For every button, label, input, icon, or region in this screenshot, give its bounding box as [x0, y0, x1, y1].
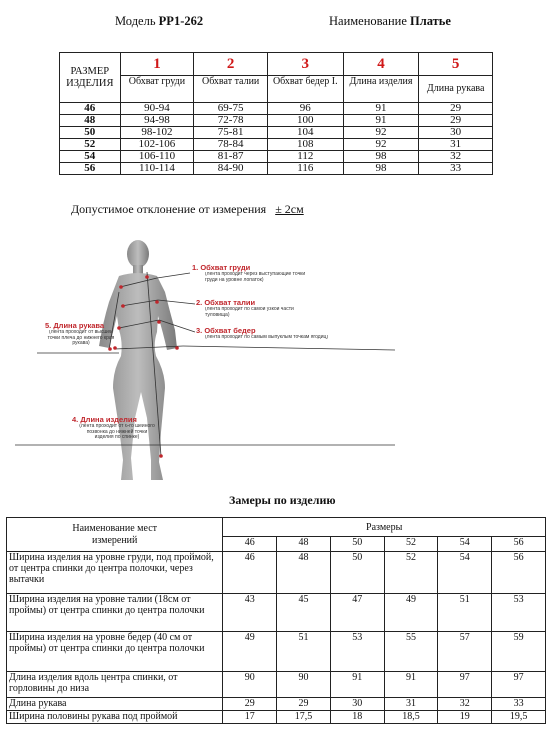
size-cell: 46	[60, 103, 121, 115]
measurement-value: 97	[492, 672, 546, 698]
measurement-cell: 110-114	[120, 163, 194, 175]
column-number: 1	[120, 53, 194, 76]
measurement-value: 46	[223, 552, 277, 594]
size-table-row	[60, 163, 493, 175]
body-measurement-diagram	[15, 232, 395, 487]
name-value: Платье	[410, 14, 451, 28]
size-column-header: 54	[438, 537, 492, 552]
tolerance-text: Допустимое отклонение от измерения	[71, 202, 267, 216]
size-table-row	[60, 127, 493, 139]
size-cell: 50	[60, 127, 121, 139]
measurement-cell: 100	[267, 115, 343, 127]
measurement-value: 18	[330, 711, 384, 724]
measurement-value: 53	[492, 594, 546, 632]
measurement-cell: 29	[419, 115, 493, 127]
measurement-value: 31	[384, 698, 438, 711]
measurement-row	[7, 698, 546, 711]
measurement-value: 57	[438, 632, 492, 672]
column-header: Длина рукава	[419, 76, 493, 103]
measurement-value: 43	[223, 594, 277, 632]
measurement-cell: 91	[343, 115, 419, 127]
measurement-value: 19	[438, 711, 492, 724]
column-header: Обхват бедер I.	[267, 76, 343, 103]
column-number: 3	[267, 53, 343, 76]
measurement-value: 56	[492, 552, 546, 594]
measurement-label: Ширина изделия на уровне талии (18см от проймы) от центра спинки до центра полочки	[7, 594, 223, 632]
measurement-cell: 98-102	[120, 127, 194, 139]
measurement-cell: 102-106	[120, 139, 194, 151]
measurement-value: 30	[330, 698, 384, 711]
measurement-value: 90	[277, 672, 331, 698]
model-code: PP1-262	[158, 14, 204, 28]
measurement-value: 49	[384, 594, 438, 632]
measurement-value: 49	[223, 632, 277, 672]
model-heading	[115, 14, 203, 29]
measurement-cell: 75-81	[194, 127, 268, 139]
tolerance-note	[71, 202, 304, 217]
measurement-cell: 29	[419, 103, 493, 115]
name-column-header	[7, 518, 223, 552]
size-column-header: 48	[277, 537, 331, 552]
measurement-value: 90	[223, 672, 277, 698]
name-column-header-text: Наименование мест измерений	[72, 522, 157, 546]
size-table-row	[60, 115, 493, 127]
chest-label-note: (лента проходит через выступающие точки груди на уровне лопаток)	[205, 272, 306, 283]
measurement-row	[7, 552, 546, 594]
measurement-value: 33	[492, 698, 546, 711]
measurement-cell: 104	[267, 127, 343, 139]
measurement-cell: 92	[343, 127, 419, 139]
measurement-value: 51	[277, 632, 331, 672]
measurement-value: 32	[438, 698, 492, 711]
measurement-value: 55	[384, 632, 438, 672]
measurement-value: 51	[438, 594, 492, 632]
waist-label-title: 2. Обхват талии	[196, 298, 256, 307]
measurement-value: 59	[492, 632, 546, 672]
measurement-cell: 116	[267, 163, 343, 175]
name-label: Наименование	[329, 14, 407, 28]
measurements-title: Замеры по изделию	[229, 493, 336, 507]
column-header: Обхват груди	[120, 76, 194, 103]
measurement-value: 17,5	[277, 711, 331, 724]
measurement-cell: 81-87	[194, 151, 268, 163]
sleeve-label-note: (лента проходит от высшей точки плеча до нижнего края рукава)	[47, 330, 115, 346]
size-cell: 54	[60, 151, 121, 163]
measurement-label: Ширина половины рукава под проймой	[7, 711, 223, 724]
size-cell: 48	[60, 115, 121, 127]
measurement-value: 17	[223, 711, 277, 724]
measurement-cell: 90-94	[120, 103, 194, 115]
measurement-cell: 84-90	[194, 163, 268, 175]
measurement-label: Длина изделия вдоль центра спинки, от горловины до низа	[7, 672, 223, 698]
column-number: 4	[343, 53, 419, 76]
measurement-row	[7, 711, 546, 724]
size-table-row	[60, 139, 493, 151]
waist-label-note: (лента проходит по самой узкой части туловища)	[205, 307, 294, 318]
measurement-value: 52	[384, 552, 438, 594]
measurement-value: 18,5	[384, 711, 438, 724]
measurement-value: 91	[330, 672, 384, 698]
measurement-row	[7, 672, 546, 698]
sleeve-label-title: 5. Длина рукава	[45, 321, 105, 330]
column-header: Длина изделия	[343, 76, 419, 103]
measurement-value: 47	[330, 594, 384, 632]
chest-label-title: 1. Обхват груди	[192, 263, 251, 272]
measurement-value: 97	[438, 672, 492, 698]
size-column-header: 46	[223, 537, 277, 552]
measurement-value: 53	[330, 632, 384, 672]
measurement-label: Ширина изделия на уровне бедер (40 см от проймы) от центра спинки до центра полочки	[7, 632, 223, 672]
size-table-row	[60, 103, 493, 115]
size-table	[59, 52, 493, 175]
measurement-cell: 94-98	[120, 115, 194, 127]
measurement-row	[7, 594, 546, 632]
sizes-header: Размеры	[223, 518, 546, 537]
measurement-cell: 96	[267, 103, 343, 115]
measurement-value: 45	[277, 594, 331, 632]
measurement-value: 91	[384, 672, 438, 698]
measurements-table-body	[7, 552, 546, 724]
hips-label-title: 3. Обхват бедер	[196, 326, 256, 335]
measurement-cell: 33	[419, 163, 493, 175]
length-label-note: (лента проходит от 6-го шейного позвонка до нижней точки изделия по спинке)	[79, 424, 155, 440]
measurement-value: 29	[277, 698, 331, 711]
model-label: Модель	[115, 14, 156, 28]
measurement-cell: 112	[267, 151, 343, 163]
measurements-table	[6, 517, 546, 724]
measurement-cell: 92	[343, 139, 419, 151]
measurement-row	[7, 632, 546, 672]
size-table-body	[60, 103, 493, 175]
measurement-cell: 30	[419, 127, 493, 139]
measurement-label: Ширина изделия на уровне груди, под проймой, от центра спинки до центра полочки, через вытачки	[7, 552, 223, 594]
size-column-header: РАЗМЕР ИЗДЕЛИЯ	[60, 53, 121, 103]
measurement-value: 54	[438, 552, 492, 594]
measurement-cell: 98	[343, 163, 419, 175]
measurement-cell: 108	[267, 139, 343, 151]
length-label-title: 4. Длина изделия	[72, 415, 137, 424]
size-cell: 52	[60, 139, 121, 151]
measurement-cell: 106-110	[120, 151, 194, 163]
hips-label-note: (лента проходит по самым выпуклым точкам ягодиц)	[205, 335, 329, 340]
size-column-header: 52	[384, 537, 438, 552]
size-cell: 56	[60, 163, 121, 175]
measurement-cell: 32	[419, 151, 493, 163]
size-table-row	[60, 151, 493, 163]
measurement-value: 19,5	[492, 711, 546, 724]
measurement-cell: 72-78	[194, 115, 268, 127]
column-header: Обхват талии	[194, 76, 268, 103]
measurement-cell: 78-84	[194, 139, 268, 151]
size-column-header: 50	[330, 537, 384, 552]
measurement-label: Длина рукава	[7, 698, 223, 711]
product-name-heading	[329, 14, 451, 29]
measurement-cell: 98	[343, 151, 419, 163]
column-number: 2	[194, 53, 268, 76]
size-column-header: 56	[492, 537, 546, 552]
tolerance-value: ± 2см	[275, 202, 304, 216]
measurement-value: 50	[330, 552, 384, 594]
column-number: 5	[419, 53, 493, 76]
measurement-value: 29	[223, 698, 277, 711]
measurement-value: 48	[277, 552, 331, 594]
measurement-cell: 69-75	[194, 103, 268, 115]
measurement-cell: 31	[419, 139, 493, 151]
measurement-cell: 91	[343, 103, 419, 115]
